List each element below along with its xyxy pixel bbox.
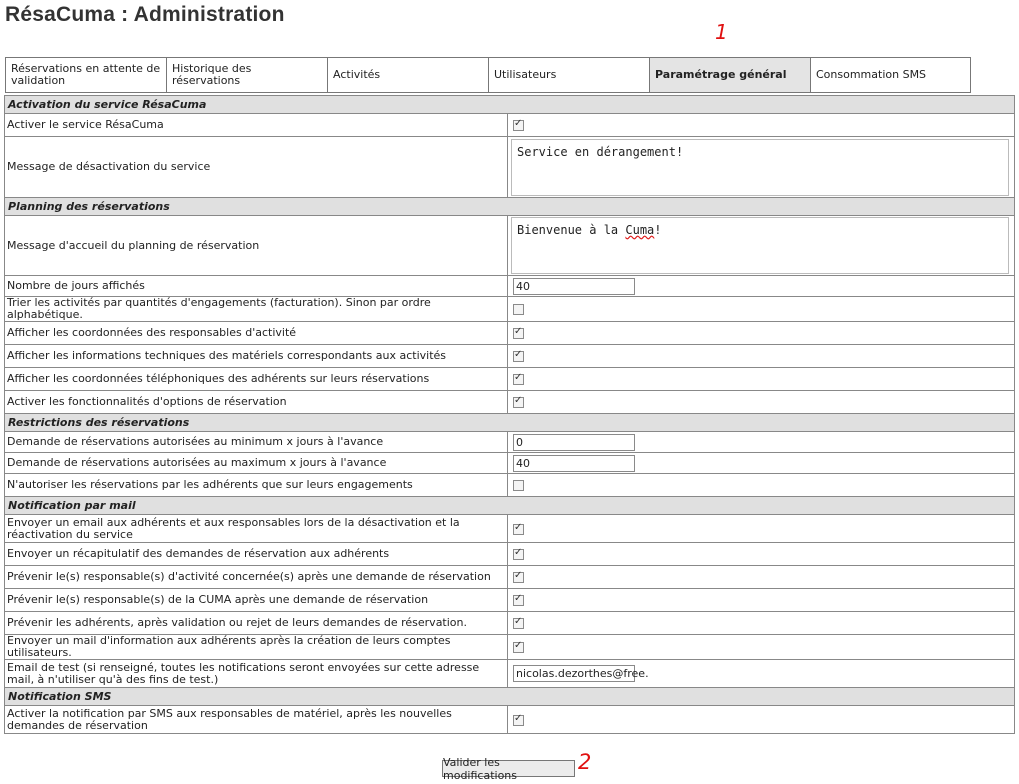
setting-row [5, 635, 1015, 660]
min-days-advance-input[interactable]: 0 [513, 434, 635, 451]
setting-label: Message d'accueil du planning de réservation [5, 216, 508, 276]
section-header-sms [5, 688, 1015, 706]
setting-label: Prévenir le(s) responsable(s) de la CUMA après une demande de réservation [5, 589, 508, 612]
setting-row [5, 391, 1015, 414]
tab-general-settings[interactable]: Paramétrage général [649, 57, 811, 93]
setting-row [5, 543, 1015, 566]
setting-row [5, 660, 1015, 688]
enable-options-checkbox[interactable] [513, 397, 524, 408]
account-info-mail-checkbox[interactable] [513, 642, 524, 653]
setting-label: Message de désactivation du service [5, 137, 508, 198]
setting-label: Activer les fonctionnalités d'options de réservation [5, 391, 508, 414]
notify-cuma-managers-checkbox[interactable] [513, 595, 524, 606]
enable-service-checkbox[interactable] [513, 120, 524, 131]
section-title: Notification SMS [5, 688, 1015, 706]
setting-row [5, 345, 1015, 368]
setting-label: Nombre de jours affichés [5, 276, 508, 297]
setting-label: Afficher les coordonnées des responsables d'activité [5, 322, 508, 345]
section-header-restrictions [5, 414, 1015, 432]
section-header-activation [5, 96, 1015, 114]
setting-row [5, 216, 1015, 276]
page-title: RésaCuma : Administration [5, 3, 285, 26]
tab-pending-reservations[interactable]: Réservations en attente de validation [5, 57, 167, 93]
settings-table [4, 95, 1015, 734]
welcome-text-start: Bienvenue à la [517, 223, 626, 237]
setting-row [5, 612, 1015, 635]
setting-row [5, 276, 1015, 297]
setting-row [5, 515, 1015, 543]
deactivation-message-textarea[interactable]: Service en dérangement! [511, 139, 1009, 196]
section-header-mail [5, 497, 1015, 515]
setting-row [5, 297, 1015, 322]
setting-row [5, 137, 1015, 198]
section-title: Activation du service RésaCuma [5, 96, 1015, 114]
setting-row [5, 114, 1015, 137]
setting-row [5, 566, 1015, 589]
send-recap-checkbox[interactable] [513, 549, 524, 560]
welcome-message-textarea[interactable] [511, 217, 1009, 274]
setting-label: Envoyer un mail d'information aux adhérents après la création de leurs comptes utilisateurs. [5, 635, 508, 660]
section-header-planning [5, 198, 1015, 216]
sms-notification-checkbox[interactable] [513, 715, 524, 726]
section-title: Restrictions des réservations [5, 414, 1015, 432]
annotation-marker-2: 2 [578, 750, 592, 774]
setting-label: Afficher les coordonnées téléphoniques des adhérents sur leurs réservations [5, 368, 508, 391]
show-member-phones-checkbox[interactable] [513, 374, 524, 385]
tab-users[interactable]: Utilisateurs [488, 57, 650, 93]
tab-sms-consumption[interactable]: Consommation SMS [810, 57, 971, 93]
days-displayed-input[interactable]: 40 [513, 278, 635, 295]
setting-row [5, 368, 1015, 391]
setting-row [5, 453, 1015, 474]
setting-row [5, 706, 1015, 734]
notify-members-checkbox[interactable] [513, 618, 524, 629]
engagements-only-checkbox[interactable] [513, 480, 524, 491]
show-manager-contacts-checkbox[interactable] [513, 328, 524, 339]
setting-label: Activer la notification par SMS aux responsables de matériel, après les nouvelles demandes de réservation [5, 706, 508, 734]
show-tech-info-checkbox[interactable] [513, 351, 524, 362]
setting-label: Afficher les informations techniques des matériels correspondants aux activités [5, 345, 508, 368]
tab-activities[interactable]: Activités [327, 57, 489, 93]
admin-tabs [5, 57, 970, 93]
section-title: Planning des réservations [5, 198, 1015, 216]
setting-row [5, 474, 1015, 497]
setting-label: Envoyer un email aux adhérents et aux responsables lors de la désactivation et la réactivation du service [5, 515, 508, 543]
setting-label: Demande de réservations autorisées au minimum x jours à l'avance [5, 432, 508, 453]
email-on-toggle-checkbox[interactable] [513, 524, 524, 535]
setting-label: Trier les activités par quantités d'engagements (facturation). Sinon par ordre alphabétique. [5, 297, 508, 322]
annotation-marker-1: 1 [715, 20, 728, 44]
setting-label: Prévenir le(s) responsable(s) d'activité concernée(s) après une demande de réservation [5, 566, 508, 589]
sort-by-engagement-checkbox[interactable] [513, 304, 524, 315]
setting-label: Activer le service RésaCuma [5, 114, 508, 137]
notify-activity-managers-checkbox[interactable] [513, 572, 524, 583]
test-email-input[interactable]: nicolas.dezorthes@free. [513, 665, 635, 682]
setting-label: N'autoriser les réservations par les adhérents que sur leurs engagements [5, 474, 508, 497]
submit-button[interactable]: Valider les modifications [442, 760, 575, 777]
setting-row [5, 432, 1015, 453]
setting-label: Demande de réservations autorisées au maximum x jours à l'avance [5, 453, 508, 474]
setting-label: Envoyer un récapitulatif des demandes de réservation aux adhérents [5, 543, 508, 566]
tab-reservation-history[interactable]: Historique des réservations [166, 57, 328, 93]
max-days-advance-input[interactable]: 40 [513, 455, 635, 472]
setting-label: Prévenir les adhérents, après validation ou rejet de leurs demandes de réservation. [5, 612, 508, 635]
spellcheck-word: Cuma [625, 223, 655, 237]
section-title: Notification par mail [5, 497, 1015, 515]
welcome-text-end: ! [654, 223, 662, 237]
setting-label: Email de test (si renseigné, toutes les notifications seront envoyées sur cette adresse mail, à n'utiliser qu'à des fins de test.) [5, 660, 508, 688]
settings-form [4, 95, 1014, 734]
setting-row [5, 589, 1015, 612]
setting-row [5, 322, 1015, 345]
